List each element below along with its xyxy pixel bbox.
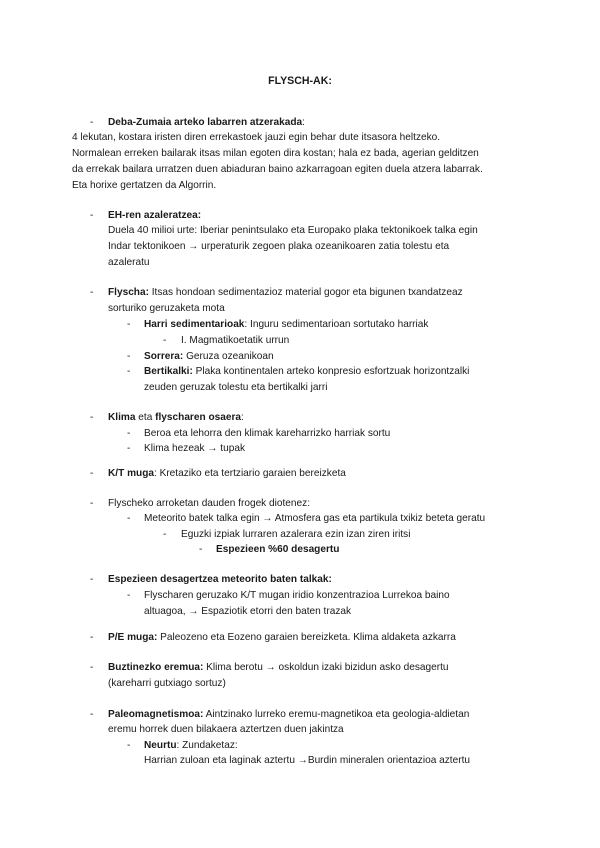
bullet-dash: - xyxy=(127,319,131,330)
paragraph-line: 4 lekutan, kostara iristen diren errekastoek jauzi egin behar dute itsasora heltzeko. xyxy=(72,132,441,143)
bullet-dash: - xyxy=(90,709,94,720)
sub-item: Neurtu: Zundaketaz: xyxy=(144,740,238,751)
paragraph-line: azaleratu xyxy=(108,257,150,268)
paragraph-line: Duela 40 milioi urte: Iberiar penintsulako eta Europako plaka tektonikoek talka egin xyxy=(108,225,478,236)
section-kt-muga: K/T muga: Kretaziko eta tertziario garaien bereizketa xyxy=(108,468,346,479)
bullet-dash: - xyxy=(90,498,94,509)
section-heading: EH-ren azaleratzea: xyxy=(108,210,202,221)
sub-item: Sorrera: Geruza ozeanikoan xyxy=(144,351,274,362)
section-heading: Deba-Zumaia arteko labarren atzerakada xyxy=(108,117,303,128)
sub-item: Beroa eta lehorra den klimak kareharrizko harriak sortu xyxy=(144,428,391,439)
section-heading: Flyscha: xyxy=(108,287,149,298)
bullet-dash: - xyxy=(90,632,94,643)
bullet-dash: - xyxy=(90,468,94,479)
bullet-dash: - xyxy=(90,574,94,585)
bullet-dash: - xyxy=(127,590,131,601)
paragraph-line: Normalean erreken bailarak itsas milan egoten dira kostan; hala ez bada, agerian gelditzen xyxy=(72,148,479,159)
sub-item: Meteorito batek talka egin → Atmosfera gas eta partikula txikiz beteta geratu xyxy=(144,513,486,524)
sub-item: Flyscharen geruzako K/T mugan iridio konzentrazioa Lurrekoa baino xyxy=(144,590,450,601)
paragraph-line: da errekak bailara urratzen duen abiaduran baino azkarragoan egiten duela atzera labarrak. xyxy=(72,164,483,175)
sub-item: Klima hezeak → tupak xyxy=(144,443,245,454)
bullet-dash: - xyxy=(90,210,94,221)
paragraph-line: Harrian zuloan eta laginak aztertu →Burdin mineralen orientazioa aztertu xyxy=(144,755,470,766)
sub-item: Harri sedimentarioak: Inguru sedimentarioan sortutako harriak xyxy=(144,319,429,330)
bullet-dash: - xyxy=(163,529,167,540)
paragraph-line: altuagoa, → Espaziotik etorri den baten trazak xyxy=(144,606,352,617)
paragraph-line: sorturiko geruzaketa mota xyxy=(108,303,225,314)
paragraph-line: eremu horrek duen bilakaera aztertzen duen jakintza xyxy=(108,724,344,735)
paragraph-line: zeuden geruzak tolestu eta bertikalki jarri xyxy=(144,382,328,393)
section-pe-muga: P/E muga: Paleozeno eta Eozeno garaien bereizketa. Klima aldaketa azkarra xyxy=(108,632,456,643)
bullet-dash: - xyxy=(90,287,94,298)
section-buztinezko: Buztinezko eremua: Klima berotu → oskoldun izaki bizidun asko desagertu xyxy=(108,662,449,673)
bullet-dash: - xyxy=(90,117,94,128)
bullet-dash: - xyxy=(90,662,94,673)
sub-sub-item: I. Magmatikoetatik urrun xyxy=(181,335,290,346)
bullet-dash: - xyxy=(127,740,131,751)
bullet-dash: - xyxy=(163,335,167,346)
bullet-dash: - xyxy=(127,366,131,377)
bullet-dash: - xyxy=(199,544,203,555)
sub-item: Bertikalki: Plaka kontinentalen arteko konpresio esfortzuak horizontzalki xyxy=(144,366,470,377)
sub-sub-sub-item: Espezieen %60 desagertu xyxy=(216,544,340,555)
paragraph-line: (kareharri gutxiago sortuz) xyxy=(108,678,226,689)
bullet-dash: - xyxy=(127,513,131,524)
section-deba-zumaia: Deba-Zumaia arteko labarren atzerakada: xyxy=(108,117,305,128)
bullet-dash: - xyxy=(127,443,131,454)
bullet-dash: - xyxy=(90,412,94,423)
section-frogak: Flyscheko arroketan dauden frogek diotenez: xyxy=(108,498,310,509)
bullet-dash: - xyxy=(127,428,131,439)
paragraph-line: Indar tektonikoen → urperaturik zegoen plaka ozeanikoaren zatia tolestu eta xyxy=(108,241,450,252)
bullet-dash: - xyxy=(127,351,131,362)
section-klima: Klima eta flyscharen osaera: xyxy=(108,412,244,423)
page-title: FLYSCH-AK: xyxy=(268,75,332,87)
section-flyscha: Flyscha: Itsas hondoan sedimentazioz material gogor eta bigunen txandatzeaz xyxy=(108,287,463,298)
sub-sub-item: Eguzki izpiak lurraren azalerara ezin izan ziren iritsi xyxy=(181,529,411,540)
section-paleomagnetismoa: Paleomagnetismoa: Aintzinako lurreko eremu-magnetikoa eta geologia-aldietan xyxy=(108,709,470,720)
paragraph-line: Eta horixe gertatzen da Algorrin. xyxy=(72,180,217,191)
section-heading: Espezieen desagertzea meteorito baten talkak: xyxy=(108,574,332,585)
